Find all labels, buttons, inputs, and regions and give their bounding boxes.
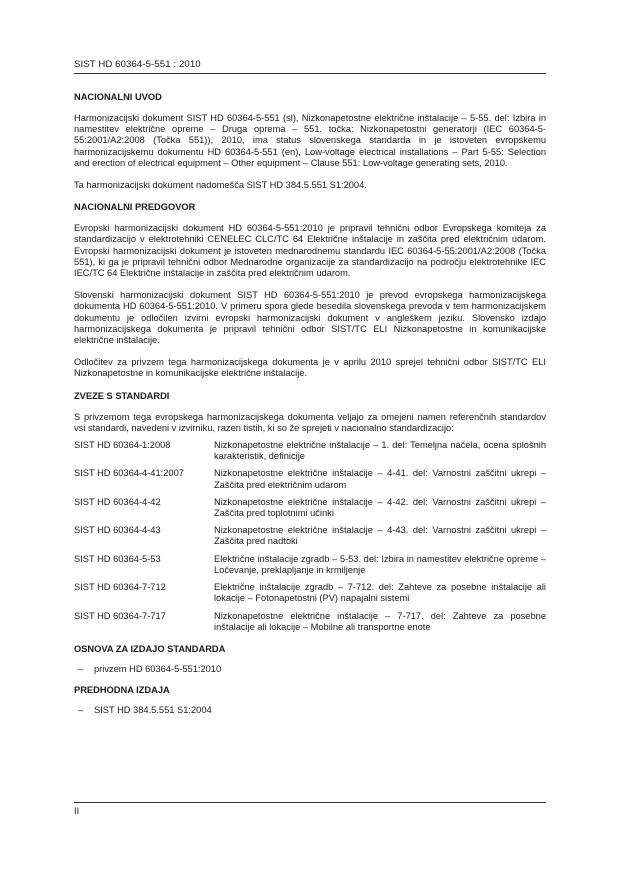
reference-title: Električne inštalacije zgradb – 5-53. del: Izbira in namestitev električne opreme – Ločevanje, preklapljanje in krmiljenje [214, 553, 546, 575]
dash-bullet: – [78, 663, 84, 674]
reference-row [74, 554, 546, 576]
paragraph: Evropski harmonizacijski dokument HD 60364-5-551:2010 je pripravil tehnični odbor Evropskega komiteja za standardizacijo v elektrotehniki CENELEC CLC/TC 64 Električne inštalacije in zaščita pred električnim udarom. Evropski harmonizacijski dokument je istoveten mednarodnemu standardu IEC 60364-5-55:2001/A2:2008 (Točka 551), ki ga je pripravil tehnični odbor Mednarodne organizacije za standardizacijo na področju elektrotehnike IEC IEC/TC 64 Električne inštalacije in zaščita pred električnim udarom. [74, 223, 546, 279]
reference-title: Nizkonapetostne električne inštalacije – 4-43. del: Varnostni zaščitni ukrepi – Zaščita pred nadtoki [214, 525, 546, 547]
reference-row [74, 525, 546, 547]
section-osnova-za-izdajo [74, 643, 546, 675]
paragraph: Harmonizacijski dokument SIST HD 60364-5-551 (sl), Nizkonapetostne električne inštalacije – 5-55. del: Izbira in namestitev električne opreme – Druga oprema – 551. točka: Nizkonapetostni generatorji (IEC 60364-5-55:2001/A2:2008 (Točka 551)), 2010, ima status slovenskega standarda in je istoveten evropskemu harmonizacijskemu dokumentu HD 60364-5-551 (en), Low-voltage electrical installations – Part 5-55: Selection and erection of electrical equipment – Other equipment – Clause 551: Low-voltage generating sets, 2010. [74, 113, 546, 168]
reference-code: SIST HD 60364-4-41:2007 [74, 468, 184, 479]
reference-code: SIST HD 60364-7-712 [74, 582, 166, 593]
section-heading: ZVEZE S STANDARDI [74, 390, 170, 401]
section-heading: OSNOVA ZA IZDAJO STANDARDA [74, 643, 226, 654]
paragraph: Odločitev za privzem tega harmonizacijskega dokumenta je v aprilu 2010 sprejel tehnični odbor SIST/TC ELI Nizkonapetostne in komunikacijske električne inštalacije. [74, 357, 546, 379]
reference-code: SIST HD 60364-1:2008 [74, 440, 171, 451]
section-zveze-s-standardi [74, 390, 546, 633]
reference-row [74, 611, 546, 633]
section-nacionalni-uvod [74, 91, 546, 191]
paragraph: Slovenski harmonizacijski dokument SIST HD 60364-5-551:2010 je prevod evropskega harmonizacijskega dokumenta HD 60364-5-551:2010. V primeru spora glede besedila slovenskega prevoda v tem harmonizacijskem dokumentu je odločilen izvirni evropski harmonizacijski dokument v angleškem jeziku. Slovensko izdajo harmonizacijskega dokumenta je pripravil tehnični odbor SIST/TC ELI Nizkonapetostne in komunikacijske električne inštalacije. [74, 290, 546, 346]
section-nacionalni-predgovor [74, 201, 546, 379]
paragraph: Ta harmonizacijski dokument nadomešča SIST HD 384.5.551 S1:2004. [74, 180, 367, 191]
list-item [74, 705, 546, 716]
section-heading: NACIONALNI PREDGOVOR [74, 202, 196, 213]
section-predhodna-izdaja [74, 684, 546, 716]
reference-title: Nizkonapetostne električne inštalacije – 4-42. del: Varnostni zaščitni ukrepi – Zaščita pred toplotnimi učinki [214, 496, 546, 519]
list-item-text: SIST HD 384.5.551 S1:2004 [94, 705, 212, 716]
list-item-text: privzem HD 60364-5-551:2010 [94, 663, 222, 674]
reference-row [74, 582, 546, 604]
dash-bullet: – [78, 705, 84, 716]
reference-row [74, 497, 546, 519]
running-header: SIST HD 60364-5-551 : 2010 [74, 59, 546, 74]
reference-code: SIST HD 60364-5-53 [74, 553, 161, 564]
reference-title: Nizkonapetostne električne inštalacije – 1. del: Temeljna načela, ocena splošnih karakteristik, definicije [214, 440, 546, 462]
page-number: II [74, 806, 80, 816]
reference-code: SIST HD 60364-7-717 [74, 610, 166, 621]
reference-row [74, 440, 546, 462]
reference-row [74, 468, 546, 490]
reference-code: SIST HD 60364-4-42 [74, 496, 161, 507]
list-item [74, 664, 546, 675]
reference-title: Nizkonapetostne električne inštalacije – 7-717. del: Zahteve za posebne inštalacije ali lokacije – Mobilne ali transportne enote [214, 610, 546, 632]
reference-code: SIST HD 60364-4-43 [74, 525, 161, 536]
section-heading: NACIONALNI UVOD [74, 92, 162, 102]
reference-title: Električne inštalacije zgradb – 7-712. del: Zahteve za posebne inštalacije ali lokacije – Fotonapetostni (PV) napajalni sistemi [214, 582, 546, 604]
document-page [74, 59, 546, 716]
paragraph: S privzemom tega evropskega harmonizacijskega dokumenta veljajo za omejeni namen referenčnih standardov vsi standardi, navedeni v izvirniku, razen tistih, ki so že sprejeti v nacionalno standardizacijo: [74, 411, 546, 433]
page-footer [74, 802, 546, 817]
section-heading: PREDHODNA IZDAJA [74, 685, 170, 696]
reference-title: Nizkonapetostne električne inštalacije – 4-41. del: Varnostni zaščitni ukrepi – Zaščita pred električnim udarom [214, 468, 546, 490]
reference-standards-list [74, 440, 546, 633]
